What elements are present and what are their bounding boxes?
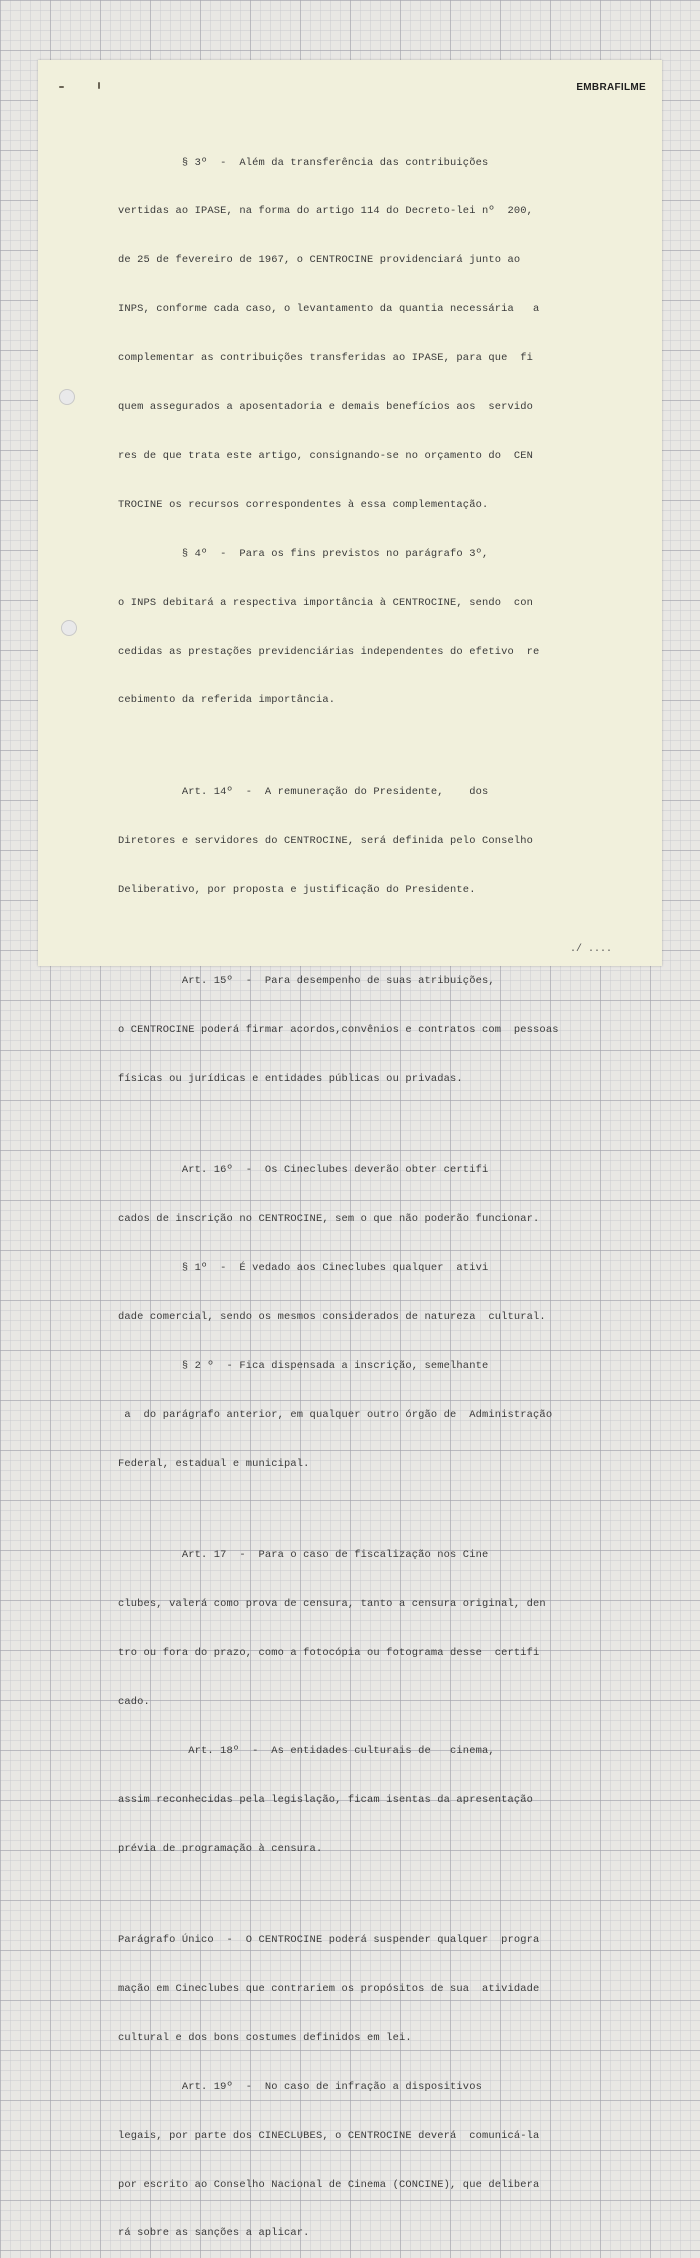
- ink-mark: [59, 86, 64, 88]
- text-line: Art. 15º - Para desempenho de suas atribuições,: [118, 975, 495, 988]
- text-line: Deliberativo, por proposta e justificação do Presidente.: [118, 883, 476, 896]
- paragraph-gap: [118, 1889, 630, 1899]
- text-line: Art. 18º - As entidades culturais de cinema,: [118, 1744, 495, 1757]
- text-line: § 3º - Além da transferência das contribuições: [118, 156, 489, 169]
- text-line: TROCINE os recursos correspondentes à essa complementação.: [118, 498, 489, 511]
- text-line: cados de inscrição no CENTROCINE, sem o que não poderão funcionar.: [118, 1213, 540, 1226]
- ink-mark: [98, 82, 100, 89]
- text-line: o INPS debitará a respectiva importância à CENTROCINE, sendo con: [118, 596, 534, 609]
- text-line: assim reconhecidas pela legislação, ficam isentas da apresentação: [118, 1793, 534, 1806]
- text-line: quem assegurados a aposentadoria e demais benefícios aos servido: [118, 401, 534, 414]
- text-line: legais, por parte dos CINECLUBES, o CENTROCINE deverá comunicá-la: [118, 2129, 540, 2142]
- text-line: Art. 17 - Para o caso de fiscalização nos Cine: [118, 1549, 489, 1562]
- embrafilme-logo: EMBRAFILME: [576, 82, 646, 93]
- text-line: dade comercial, sendo os mesmos considerados de natureza cultural.: [118, 1311, 546, 1324]
- punch-hole: [59, 389, 75, 405]
- text-line: INPS, conforme cada caso, o levantamento da quantia necessária a: [118, 303, 540, 316]
- paragraph-gap: [118, 1120, 630, 1130]
- text-line: Art. 14º - A remuneração do Presidente, dos: [118, 785, 489, 798]
- text-line: clubes, valerá como prova de censura, tanto a censura original, den: [118, 1598, 546, 1611]
- text-line: § 2 º - Fica dispensada a inscrição, semelhante: [118, 1359, 489, 1372]
- punch-hole: [61, 620, 77, 636]
- text-line: cebimento da referida importância.: [118, 694, 336, 707]
- text-line: o CENTROCINE poderá firmar acordos,convênios e contratos com pessoas: [118, 1024, 559, 1037]
- text-line: tro ou fora do prazo, como a fotocópia ou fotograma desse certifi: [118, 1647, 540, 1660]
- paragraph-gap: [118, 741, 630, 751]
- text-line: vertidas ao IPASE, na forma do artigo 114 do Decreto-lei nº 200,: [118, 205, 534, 218]
- text-line: de 25 de fevereiro de 1967, o CENTROCINE providenciará junto ao: [118, 254, 521, 267]
- text-line: § 4º - Para os fins previstos no parágrafo 3º,: [118, 547, 489, 560]
- text-line: por escrito ao Conselho Nacional de Cinema (CONCINE), que delibera: [118, 2178, 540, 2191]
- paragraph-gap: [118, 1505, 630, 1515]
- page-continuation-mark: ./ ....: [570, 944, 613, 955]
- document-body: [118, 122, 630, 2258]
- text-line: Art. 16º - Os Cineclubes deverão obter certifi: [118, 1164, 489, 1177]
- text-line: cultural e dos bons costumes definidos em lei.: [118, 2031, 412, 2044]
- text-line: rá sobre as sanções a aplicar.: [118, 2227, 310, 2240]
- text-line: cado.: [118, 1695, 150, 1708]
- text-line: Parágrafo Único - O CENTROCINE poderá suspender qualquer progra: [118, 1934, 540, 1947]
- text-line: prévia de programação à censura.: [118, 1842, 323, 1855]
- text-line: cedidas as prestações previdenciárias independentes do efetivo re: [118, 645, 540, 658]
- text-line: § 1º - É vedado aos Cineclubes qualquer ativi: [118, 1262, 489, 1275]
- text-line: res de que trata este artigo, consignando-se no orçamento do CEN: [118, 449, 534, 462]
- text-line: Art. 19º - No caso de infração a dispositivos: [118, 2080, 482, 2093]
- text-line: a do parágrafo anterior, em qualquer outro órgão de Administração: [118, 1408, 553, 1421]
- text-line: físicas ou jurídicas e entidades públicas ou privadas.: [118, 1072, 463, 1085]
- paragraph-gap: [118, 931, 630, 941]
- text-line: Federal, estadual e municipal.: [118, 1457, 310, 1470]
- text-line: Diretores e servidores do CENTROCINE, será definida pelo Conselho: [118, 834, 534, 847]
- text-line: complementar as contribuições transferidas ao IPASE, para que fi: [118, 352, 534, 365]
- text-line: mação em Cineclubes que contrariem os propósitos de sua atividade: [118, 1982, 540, 1995]
